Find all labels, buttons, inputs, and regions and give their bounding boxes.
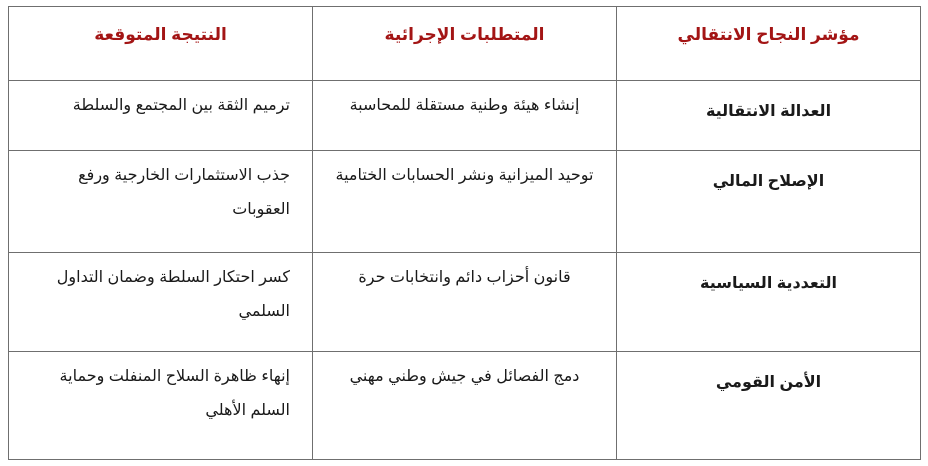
indicator-label: التعددية السياسية (700, 275, 837, 292)
result-cell (9, 253, 313, 352)
indicator-cell (617, 151, 921, 253)
header-requirements: المتطلبات الإجرائية (313, 7, 617, 81)
header-expected-result: النتيجة المتوقعة (9, 7, 313, 81)
result-cell (9, 151, 313, 253)
result-text: إنهاء ظاهرة السلاح المنفلت وحماية السلم الأهلي (59, 368, 290, 419)
result-text: جذب الاستثمارات الخارجية ورفع العقوبات (78, 167, 290, 218)
table-header-row (9, 7, 921, 81)
header-indicator: مؤشر النجاح الانتقالي (617, 7, 921, 81)
indicator-cell (617, 253, 921, 352)
result-text: كسر احتكار السلطة وضمان التداول السلمي (56, 269, 290, 320)
requirement-text: توحيد الميزانية ونشر الحسابات الختامية (335, 167, 594, 184)
requirement-text: إنشاء هيئة وطنية مستقلة للمحاسبة (349, 97, 580, 114)
result-cell (9, 352, 313, 460)
result-cell (9, 81, 313, 151)
indicator-cell (617, 352, 921, 460)
transition-indicators-table (8, 6, 921, 460)
table-row (9, 151, 921, 253)
table-row (9, 81, 921, 151)
table-row (9, 253, 921, 352)
requirement-cell (313, 253, 617, 352)
requirement-text: قانون أحزاب دائم وانتخابات حرة (358, 269, 571, 286)
indicator-cell (617, 81, 921, 151)
indicator-label: الإصلاح المالي (712, 173, 825, 190)
table-row (9, 352, 921, 460)
indicator-label: الأمن القومي (715, 374, 822, 391)
result-text: ترميم الثقة بين المجتمع والسلطة (72, 97, 290, 114)
requirement-cell (313, 81, 617, 151)
requirement-cell (313, 352, 617, 460)
requirement-text: دمج الفصائل في جيش وطني مهني (349, 368, 580, 385)
table-container (8, 6, 920, 460)
requirement-cell (313, 151, 617, 253)
indicator-label: العدالة الانتقالية (705, 103, 832, 120)
